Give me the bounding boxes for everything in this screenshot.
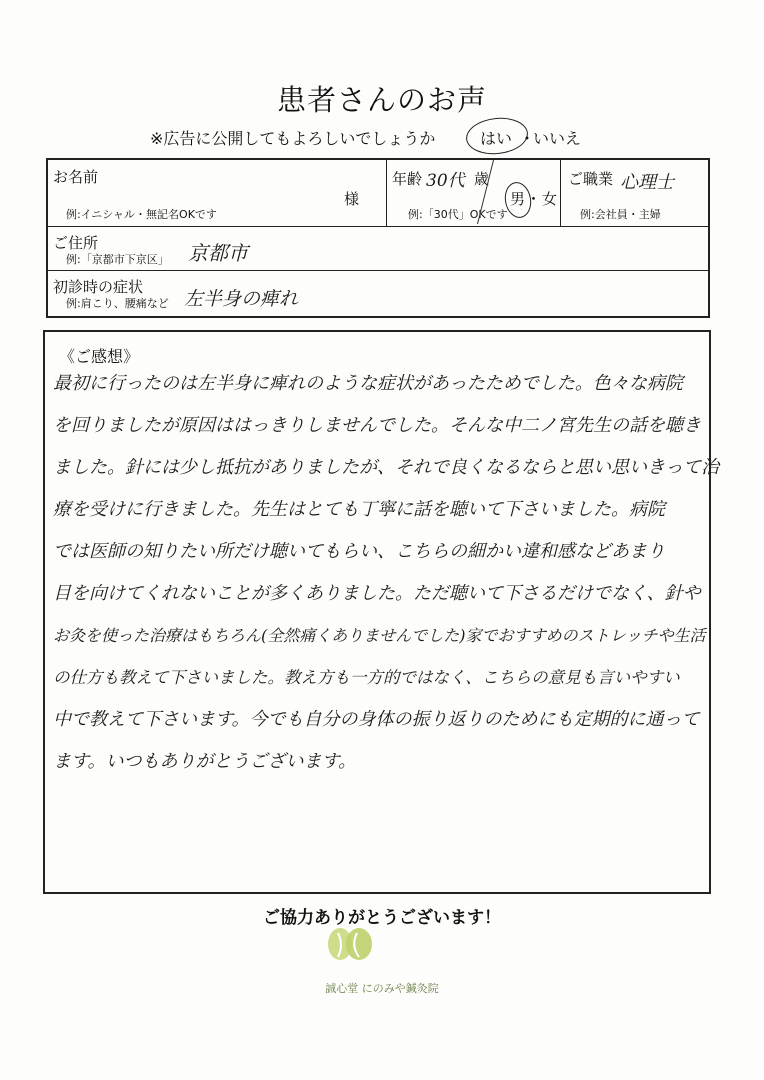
symptom-label: 初診時の症状 [53,278,144,296]
gender-separator: ・ [526,190,542,208]
consent-yes-option[interactable]: はい [480,129,513,148]
impression-line: を回りましたが原因ははっきりしませんでした。そんな中二ノ宮先生の話を聴き [53,415,701,436]
impression-line: 目を向けてくれないことが多くありました。ただ聴いて下さるだけでなく、針や [53,583,701,604]
impression-line: 中で教えて下さいます。今でも自分の身体の振り返りのためにも定期的に通って [53,709,700,730]
age-value[interactable]: 30代 [426,171,465,191]
age-label: 年齢 [392,170,423,188]
impressions-heading: 《ご感想》 [59,347,140,366]
page-title: 患者さんのお声 [276,83,487,117]
impression-line: 療を受けに行きました。先生はとても丁寧に話を聴いて下さいました。病院 [53,499,665,520]
impression-line: ました。針には少し抵抗がありましたが、それで良くなるならと思い思いきって治 [53,457,719,478]
gender-male[interactable]: 男 [510,190,526,208]
name-suffix: 様 [344,190,360,208]
impression-line: お灸を使った治療はもちろん(全然痛くありませんでした)家でおすすめのストレッチや生活 [53,626,706,645]
impressions-text[interactable] [53,372,719,842]
age-suffix: 歳 [474,170,490,188]
address-hint: 例:「京都市下京区」 [66,253,169,266]
impression-line: 最初に行ったのは左半身に痺れのような症状があったためでした。色々な病院 [53,373,683,394]
impression-line: の仕方も教えて下さいました。教え方も一方的ではなく、こちらの意見も言いやすい [53,668,680,687]
row-divider [48,226,708,227]
row-divider [48,270,708,271]
address-value[interactable]: 京都市 [188,241,248,265]
name-hint: 例:イニシャル・無記名OKです [66,208,217,221]
impressions-box [43,330,719,894]
address-label: ご住所 [53,234,99,252]
symptom-hint: 例:肩こり、腰痛など [66,297,169,310]
occupation-hint: 例:会社員・主婦 [580,208,661,221]
occupation-value[interactable]: 心理士 [620,172,674,193]
consent-no-option[interactable]: いいえ [533,129,582,148]
consent-question: ※広告に公開してもよろしいでしょうか [150,129,436,148]
col-divider [560,160,561,226]
impression-line: では医師の知りたい所だけ聴いてもらい、こちらの細かい違和感などあまり [53,541,665,562]
info-table [46,158,710,318]
symptom-value[interactable]: 左半身の痺れ [184,288,299,310]
thanks-message: ご協力ありがとうございます！ [263,908,501,928]
impression-line: ます。いつもありがとうございます。 [53,751,357,772]
clinic-name: 誠心堂 にのみや鍼灸院 [325,982,439,995]
col-divider [386,160,387,226]
name-label: お名前 [53,168,99,186]
name-field[interactable] [108,182,338,204]
age-hint: 例:「30代」OKです [408,208,508,221]
gender-female[interactable]: 女 [542,190,558,208]
occupation-label: ご職業 [568,170,614,188]
leaf-logo-icon [326,925,374,963]
clinic-logo [326,925,374,963]
consent-separator: ・ [519,129,536,148]
